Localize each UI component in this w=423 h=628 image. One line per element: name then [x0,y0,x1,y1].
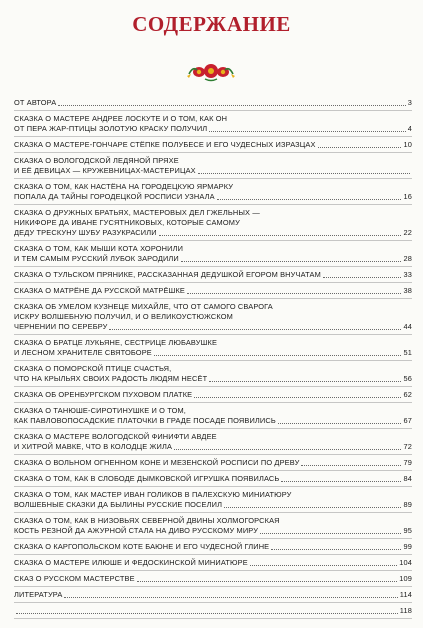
dot-leader [137,581,398,582]
toc-entry-title: НИКИФОРЕ ДА ИВАНЕ ГУСЯТНИКОВЫХ, КОТОРЫЕ САМОМУ [14,218,240,227]
toc-entry-title: СКАЗКА О ТОМ, КАК НАСТЁНА НА ГОРОДЕЦКУЮ ЯРМАРКУ [14,182,234,191]
toc-page-number: 10 [403,140,412,149]
dot-leader [16,613,398,614]
toc-entry[interactable] [14,114,412,134]
toc-entry-title: ДЕДУ ТРЕСКУНУ ШУБУ РАЗУКРАСИЛИ [14,228,157,237]
dot-leader [64,597,397,598]
divider [14,334,412,335]
dot-leader [278,423,402,424]
toc-entry[interactable] [14,270,412,280]
toc-page-number: 16 [403,192,412,201]
toc-entry-title: СКАЗКА О ТАНЮШЕ-СИРОТИНУШКЕ И О ТОМ, [14,406,187,415]
toc-entry[interactable] [14,244,412,264]
toc-page-number: 33 [403,270,412,279]
toc-entry[interactable] [14,208,412,238]
toc-page-number: 84 [403,474,412,483]
divider [14,602,412,603]
toc-entry-title: СКАЗКА О МАСТЕРЕ ИЛЮШЕ И ФЕДОСКИНСКОЙ МИНИАТЮРЕ [14,558,248,567]
divider [14,570,412,571]
toc-entry[interactable] [14,590,412,600]
toc-entry-title: ВОЛШЕБНЫЕ СКАЗКИ ДА БЫЛИНЫ РУССКИЕ ПОСЕЛИЛ [14,500,223,509]
toc-entry[interactable] [14,302,412,332]
toc-page-number: 95 [403,526,412,535]
dot-leader [224,507,401,508]
toc-entry-title: СКАЗКА О КАРГОПОЛЬСКОМ КОТЕ БАЮНЕ И ЕГО ЧУДЕСНОЙ ГЛИНЕ [14,542,270,551]
toc-entry-title: СКАЗКА ОБ УМЕЛОМ КУЗНЕЦЕ МИХАЙЛЕ, ЧТО ОТ САМОГО СВАРОГА [14,302,273,311]
toc-entry[interactable] [14,156,412,176]
dot-leader [301,465,401,466]
toc-entry-title: СКАЗКА О ТОМ, КАК МАСТЕР ИВАН ГОЛИКОВ В ПАЛЕХСКУЮ МИНИАТЮРУ [14,490,292,499]
divider [14,136,412,137]
toc-entry[interactable] [14,542,412,552]
page-title: СОДЕРЖАНИЕ [132,12,291,36]
divider [14,454,412,455]
dot-leader [209,381,401,382]
toc-page-number: 114 [399,590,412,599]
toc-page-number: 3 [407,98,412,107]
divider [14,554,412,555]
toc-entry-title: СКАЗКА О ДРУЖНЫХ БРАТЬЯХ, МАСТЕРОВЫХ ДЕЛ ГЖЕЛЬНЫХ — [14,208,260,217]
toc-entry-title: ОТ ПЕРА ЖАР-ПТИЦЫ ЗОЛОТУЮ КРАСКУ ПОЛУЧИЛ [14,124,208,133]
toc-entry[interactable] [14,140,412,150]
toc-entry[interactable] [14,574,412,584]
toc-entry-title: И ЛЕСНОМ ХРАНИТЕЛЕ СВЯТОБОРЕ [14,348,152,357]
toc-entry[interactable] [14,98,412,108]
dot-leader [323,277,402,278]
toc-entry[interactable] [14,606,412,616]
toc-entry-title: ПОПАЛА ДА ТАЙНЫ ГОРОДЕЦКОЙ РОСПИСИ УЗНАЛА [14,192,215,201]
toc-entry[interactable] [14,490,412,510]
toc-page-number: 89 [403,500,412,509]
toc-entry-title: И ТЕМ САМЫМ РУССКИЙ ЛУБОК ЗАРОДИЛИ [14,254,179,263]
dot-leader [209,131,405,132]
toc-page-number: 51 [403,348,412,357]
toc-entry-title: СКАЗКА О ТУЛЬСКОМ ПРЯНИКЕ, РАССКАЗАННАЯ ДЕДУШКОЙ ЕГОРОМ ВНУЧАТАМ [14,270,321,279]
dot-leader [159,235,402,236]
dot-leader [281,481,401,482]
dot-leader [154,355,402,356]
toc-entry-title: СКАЗКА О ПОМОРСКОЙ ПТИЦЕ СЧАСТЬЯ, [14,364,172,373]
toc-page-number: 44 [403,322,412,331]
dot-leader [181,261,402,262]
toc-entry-title: СКАЗКА О ВОЛЬНОМ ОГНЕННОМ КОНЕ И МЕЗЕНСКОЙ РОСПИСИ ПО ДРЕВУ [14,458,300,467]
divider [14,178,412,179]
divider [14,266,412,267]
toc-page-number: 118 [399,606,412,615]
toc-entry-title: СКАЗКА О ТОМ, КАК В НИЗОВЬЯХ СЕВЕРНОЙ ДВИНЫ ХОЛМОГОРСКАЯ [14,516,280,525]
dot-leader [271,549,401,550]
table-of-contents [14,98,412,619]
toc-entry[interactable] [14,364,412,384]
toc-page-number: 104 [399,558,412,567]
toc-entry[interactable] [14,406,412,426]
toc-entry-title: СКАЗКА О МАСТЕРЕ ВОЛОГОДСКОЙ ФИНИФТИ АВДЕЕ [14,432,217,441]
divider [14,538,412,539]
toc-page-number: 38 [403,286,412,295]
toc-entry-title: СКАЗКА О ТОМ, КАК МЫШИ КОТА ХОРОНИЛИ [14,244,184,253]
toc-entry-title: И ЕЁ ДЕВИЦАХ — КРУЖЕВНИЦАХ-МАСТЕРИЦАХ [14,166,196,175]
toc-entry-title: СКАЗКА О МАТРЁНЕ ДА РУССКОЙ МАТРЁШКЕ [14,286,186,295]
dot-leader [187,293,401,294]
toc-page-number: 79 [403,458,412,467]
dot-leader [109,329,401,330]
dot-leader [260,533,401,534]
toc-entry[interactable] [14,474,412,484]
toc-entry-title: ЧЕРНЕНИИ ПО СЕРЕБРУ [14,322,108,331]
divider [14,386,412,387]
toc-entry-title: СКАЗКА ОБ ОРЕНБУРГСКОМ ПУХОВОМ ПЛАТКЕ [14,390,193,399]
toc-page-number: 109 [399,574,412,583]
toc-page-number: 4 [407,124,412,133]
toc-entry-title: СКАЗКА О МАСТЕРЕ АНДРЕЕ ЛОСКУТЕ И О ТОМ, КАК ОН [14,114,228,123]
dot-leader [318,147,402,148]
divider [14,110,412,111]
divider [14,204,412,205]
toc-entry[interactable] [14,338,412,358]
dot-leader [217,199,402,200]
divider [14,402,412,403]
divider [14,152,412,153]
divider [14,586,412,587]
toc-entry-title: СКАЗКА О БРАТЦЕ ЛУКЬЯНЕ, СЕСТРИЦЕ ЛЮБАВУШКЕ [14,338,218,347]
divider [14,282,412,283]
toc-page-number: 99 [403,542,412,551]
divider [14,486,412,487]
dot-leader [250,565,397,566]
dot-leader [174,449,401,450]
toc-entry[interactable] [14,558,412,568]
toc-entry-title: КОСТЬ РЕЗНОЙ ДА АЖУРНОЙ СТАЛА НА ДИВО РУССКОМУ МИРУ [14,526,259,535]
toc-page-number: 56 [403,374,412,383]
toc-entry-title: ОТ АВТОРА [14,98,57,107]
toc-entry-title: КАК ПАВЛОВОПОСАДСКИЕ ПЛАТОЧКИ В ГРАДЕ ПОСАДЕ ПОЯВИЛИСЬ [14,416,276,425]
divider [14,618,412,619]
dot-leader [58,105,405,106]
divider [14,360,412,361]
divider [14,298,412,299]
toc-page-number: 72 [403,442,412,451]
dot-leader [194,397,401,398]
toc-entry-title: ЧТО НА КРЫЛЬЯХ СВОИХ РАДОСТЬ ЛЮДЯМ НЕСЁТ [14,374,208,383]
toc-entry[interactable] [14,516,412,536]
toc-entry[interactable] [14,432,412,452]
toc-page-number: 22 [403,228,412,237]
toc-entry[interactable] [14,182,412,202]
divider [14,428,412,429]
toc-entry-title: СКАЗКА О ТОМ, КАК В СЛОБОДЕ ДЫМКОВСКОЙ ИГРУШКА ПОЯВИЛАСЬ [14,474,280,483]
toc-page-number: 67 [403,416,412,425]
dot-leader [198,173,410,174]
toc-entry-title: ИСКРУ ВОЛШЕБНУЮ ПОЛУЧИЛ, И О ВЕЛИКОУСТЮЖСКОМ [14,312,233,321]
toc-page-number: 62 [403,390,412,399]
toc-entry-title: И ХИТРОЙ МАВКЕ, ЧТО В КОЛОДЦЕ ЖИЛА [14,442,173,451]
divider [14,512,412,513]
toc-entry[interactable] [14,458,412,468]
toc-entry[interactable] [14,286,412,296]
toc-entry-title: ЛИТЕРАТУРА [14,590,63,599]
divider [14,470,412,471]
toc-entry-title: СКАЗКА О ВОЛОГОДСКОЙ ЛЕДЯНОЙ ПРЯХЕ [14,156,179,165]
floral-ornament-icon [185,60,237,82]
toc-entry-title: СКАЗ О РУССКОМ МАСТЕРСТВЕ [14,574,135,583]
toc-entry-title: СКАЗКА О МАСТЕРЕ-ГОНЧАРЕ СТЁПКЕ ПОЛУБЕСЕ И ЕГО ЧУДЕСНЫХ ИЗРАЗЦАХ [14,140,316,149]
toc-entry[interactable] [14,390,412,400]
divider [14,240,412,241]
toc-page-number: 28 [403,254,412,263]
